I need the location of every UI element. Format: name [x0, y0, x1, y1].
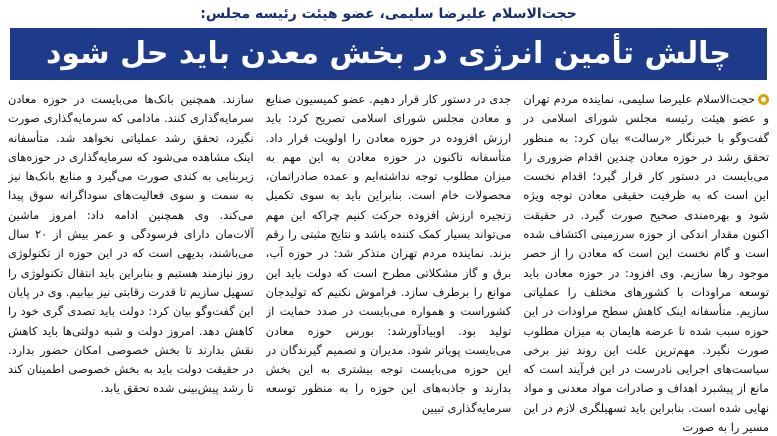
article-column-2 — [266, 90, 512, 436]
column-2-text: جدی در دستور کار قرار دهیم. عضو کمیسیون صنایع و معادن مجلس شورای اسلامی تصریح کرد: باید ارزش افزوده در حوزه معادن را اولویت قرار داد. متأسفانه تاکنون در حوزه معادن به این مهم به میزان مطلوب توجه نداشته‌ایم و عمده صادراتمان، محصولات خام است. بنابراین باید به سوی تکمیل زنجیره ارزش افزوده حرکت کنیم چراکه این مهم می‌تواند بسیار کمک کننده باشد و نتایج مثبتی را رقم بزند. نماینده مردم تهران متذکر شد: در حوزه آب، برق و گاز مشکلاتی مطرح است که دولت باید این موانع را برطرف سازد. فراموش نکنیم که تولیدجان کشوراست و همواره می‌بایست در صدد حمایت از تولید بود. اوبیادآورشد: بورس حوزه معادن می‌بایست پویاتر شود. مدیران و تصمیم گیرندگان در این حوزه می‌بایست توجه بیشتری به این بخش بدارند و جاذبه‌های این حوزه را به منظور توسعه سرمایه‌گذاری تبیین — [265, 92, 512, 415]
article-column-1 — [523, 90, 769, 436]
article-column-3 — [8, 90, 254, 436]
bullet-icon — [758, 94, 769, 105]
column-3-text: سازند. همچنین بانک‌ها می‌بایست در حوزه معادن سرمایه‌گذاری کنند. مادامی که سرمایه‌گذاری صورت نگیرد، تحقق رشد عملیاتی نخواهد شد. متأسفانه اینک مشاهده می‌شود که سرمایه‌گذاری در حوزه‌های زیربنایی به کندی صورت می‌گیرد و منابع بانک‌ها نیز به سمت و سوی فعالیت‌های سوداگرانه سوق پیدا می‌کند. وی همچنین ادامه داد: امروز ماشین آلات‌مان دارای فرسودگی و عمر بیش از ۲۰ سال می‌باشند، بدیهی است که در این حوزه از تکنولوژی روز نیازمند هستیم و بنابراین باید انتقال تکنولوژی را تسهیل سازیم تا قدرت رقابتی نیز بیابیم. وی در پایان این گفت‌وگو بیان کرد: دولت باید تصدی گری خود را کاهش دهد. امروز دولت و شبه دولتی‌ها باید کاهش نقش بدارند تا بخش خصوصی امکان حضور بدارد. در حقیقت دولت باید به بخش خصوصی اطمینان کند تا رشد پیش‌بینی شده تحقق یابد. — [7, 92, 254, 396]
headline-bar — [10, 28, 767, 80]
article-headline: چالش تأمین انرژی در بخش معدن باید حل شود — [45, 36, 732, 71]
article-body — [8, 90, 769, 436]
article-kicker: حجت‌الاسلام علیرضا سلیمی، عضو هیئت رئیسه مجلس: — [200, 6, 577, 22]
column-1-text: حجت‌الاسلام علیرضا سلیمی، نماینده مردم تهران و عضو هیئت رئیسه مجلس شورای اسلامی در گفت‌وگو با خبرنگار «رسالت» بیان کرد: به منظور تحقق رشد در حوزه معادن چندین اقدام ضروری را می‌بایست در دستور کار قرار گیرد؛ اقدام نخست این است که به ظرفیت حقیقی معادن توجه ویژه شود و بهره‌مندی صحیح صورت گیرد. در حقیقت اکنون مقدار اندکی از حوزه سرزمینی اکتشاف شده است و گام نخست این است که معادن را از حصر موجود رها سازیم. وی افزود: در حوزه معادن باید توسعه مراودات با کشورهای مختلف را عملیاتی سازیم. متأسفانه اینک کاهش سطح مراودات در این حوزه سبب شده تا عرضه هایمان به میزان مطلوب صورت نگیرد. مهم‌ترین علت این روند نیز برخی سیاست‌های اجرایی نادرست در این فرآیند است که مانع از پیشبرد اهداف و صادرات مواد معدنی و مواد نهایی شده است. بنابراین باید تسهیلگری لازم در این مسیر را به صورت — [523, 92, 769, 435]
